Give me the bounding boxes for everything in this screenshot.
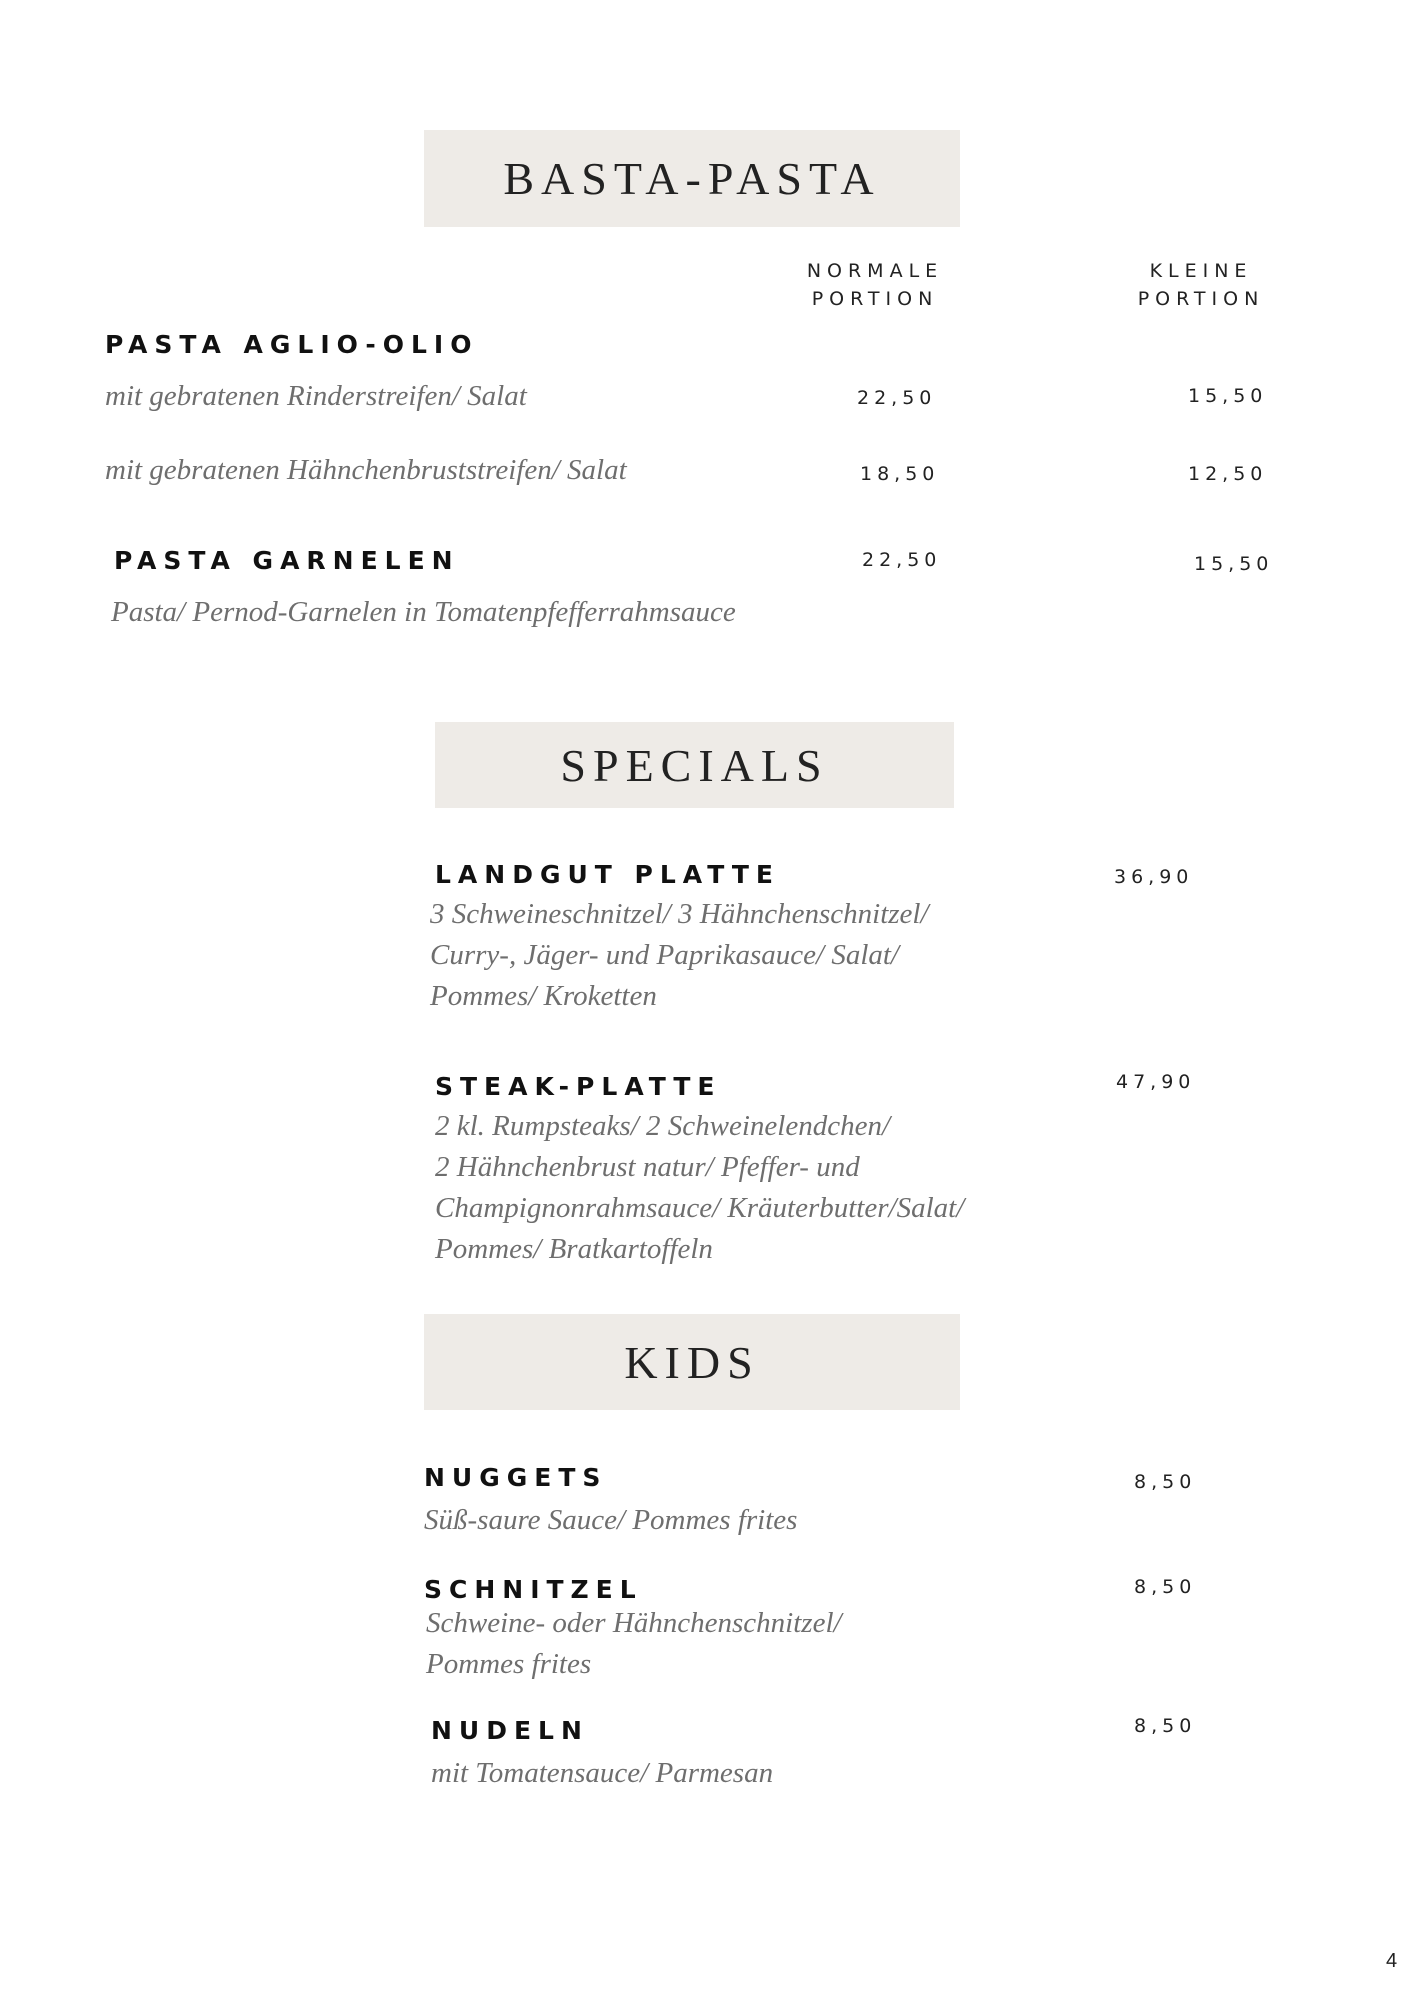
price-nuggets: 8,50 [1134, 1471, 1197, 1493]
desc-line: mit Tomatensauce/ Parmesan [431, 1757, 774, 1789]
desc-line: Schweine- oder Hähnchenschnitzel/ [426, 1607, 842, 1639]
desc-line: Pommes/ Bratkartoffeln [435, 1233, 713, 1265]
column-header-small-portion: KLEINE PORTION [1137, 260, 1265, 310]
column-header-normal-portion: NORMALE PORTION [806, 260, 944, 310]
item-name-pasta-garnelen: PASTA GARNELEN [114, 546, 460, 575]
kids-section-title: KIDS [624, 1336, 760, 1388]
item-name-pasta-aglio-olio: PASTA AGLIO-OLIO [105, 330, 479, 359]
price-small-pasta-garnelen: 15,50 [1194, 553, 1274, 575]
item-desc-aglio-olio-haehnchen: mit gebratenen Hähnchenbruststreifen/ Salat [105, 454, 627, 486]
price-normal-pasta-garnelen: 22,50 [862, 549, 942, 571]
price-schnitzel: 8,50 [1134, 1576, 1197, 1598]
price-nudeln: 8,50 [1134, 1715, 1197, 1737]
desc-line: Curry-, Jäger- und Paprikasauce/ Salat/ [430, 939, 899, 971]
item-desc-landgut-platte [430, 894, 929, 1017]
item-name-steak-platte: STEAK-PLATTE [435, 1072, 722, 1101]
price-small-aglio-olio-rind: 15,50 [1188, 385, 1268, 407]
pasta-section-banner [424, 130, 960, 227]
kids-section-banner [424, 1314, 960, 1410]
item-desc-pasta-garnelen: Pasta/ Pernod-Garnelen in Tomatenpfefferrahmsauce [111, 596, 736, 628]
item-desc-nudeln [431, 1753, 773, 1794]
desc-line: 2 kl. Rumpsteaks/ 2 Schweinelendchen/ [435, 1110, 891, 1142]
specials-section-title: SPECIALS [560, 739, 829, 791]
item-desc-nuggets [424, 1500, 797, 1541]
item-name-nudeln: NUDELN [431, 1716, 589, 1745]
item-desc-aglio-olio-rind: mit gebratenen Rinderstreifen/ Salat [105, 380, 527, 412]
specials-section-banner [435, 722, 954, 808]
desc-line: Pommes/ Kroketten [430, 980, 657, 1012]
pasta-section-title: BASTA-PASTA [503, 153, 881, 204]
item-name-landgut-platte: LANDGUT PLATTE [435, 860, 780, 889]
price-normal-aglio-olio-rind: 22,50 [857, 387, 937, 409]
desc-line: 3 Schweineschnitzel/ 3 Hähnchenschnitzel/ [430, 898, 929, 930]
price-landgut-platte: 36,90 [1114, 866, 1194, 888]
price-normal-aglio-olio-haehnchen: 18,50 [860, 463, 940, 485]
item-name-schnitzel: SCHNITZEL [424, 1575, 643, 1604]
item-desc-steak-platte [435, 1106, 964, 1270]
item-name-nuggets: NUGGETS [424, 1463, 608, 1492]
page-number: 4 [1386, 1950, 1398, 1972]
desc-line: Champignonrahmsauce/ Kräuterbutter/Salat/ [435, 1192, 965, 1224]
desc-line: Pommes frites [426, 1648, 592, 1680]
item-desc-schnitzel [426, 1603, 842, 1685]
desc-line: 2 Hähnchenbrust natur/ Pfeffer- und [435, 1151, 860, 1183]
price-small-aglio-olio-haehnchen: 12,50 [1188, 463, 1268, 485]
desc-line: Süß-saure Sauce/ Pommes frites [424, 1504, 798, 1536]
price-steak-platte: 47,90 [1116, 1071, 1196, 1093]
